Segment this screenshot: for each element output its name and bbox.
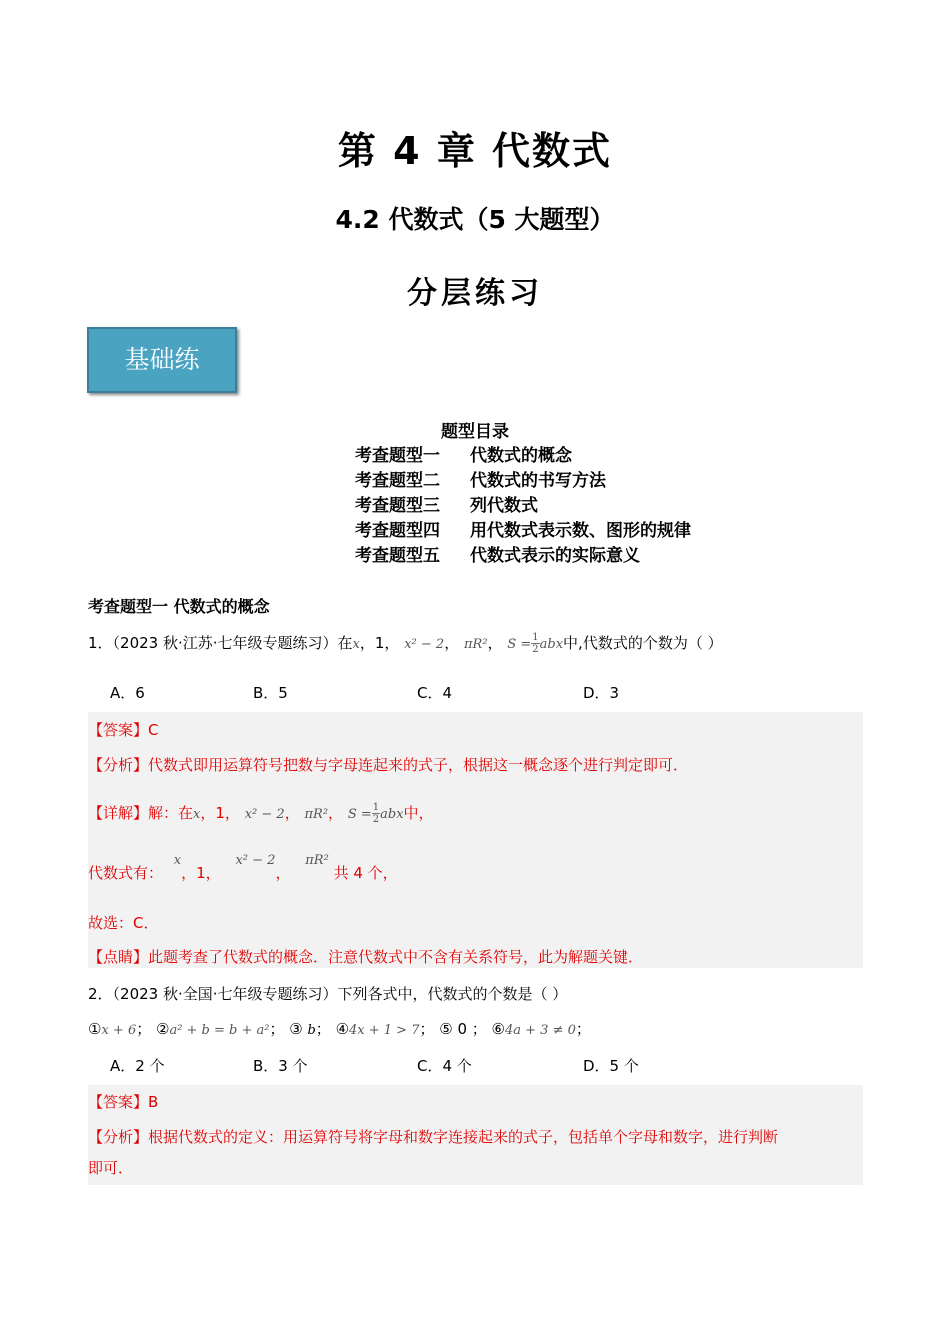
question-2-items: ①x + 6； ②a² + b = b + a²； ③ b； ④4x + 1 > 7； ⑤ 0 ； ⑥4a + 3 ≠ 0； [88,1020,591,1038]
toc-item[interactable]: 考查题型五 代数式表示的实际意义 [355,546,640,566]
toc-list [355,441,691,566]
section-title: 4.2 代数式（5 大题型） [335,205,615,234]
level-badge: 基础练 [87,327,237,393]
toc-item[interactable]: 考查题型四 用代数式表示数、图形的规律 [355,521,691,541]
option-c[interactable]: C．4 个 [417,1057,472,1075]
question-1-stem: 1．（2023 秋·江苏·七年级专题练习）在x，1， x² − 2， πR²， S = $\frac{1}{2}$ abx中,代数式的个数为（ ） [88,632,723,655]
fraction-half: $\frac{1}{2}$ [532,632,539,655]
question-1-solution [88,712,863,968]
choice: 故选：C． [88,914,159,932]
toc-title: 题型目录 [441,422,509,442]
analysis: 【分析】根据代数式的定义：用运算符号将字母和数字连接起来的式子，包括单个字母和数字，进行判断 [88,1128,779,1146]
option-a[interactable]: A．6 [110,684,145,702]
detail: 【详解】解：在x，1， x² − 2， πR²， S = $\frac{1}{2}$ abx中， [88,802,434,825]
answer: 【答案】B [88,1093,159,1111]
question-2-stem: 2．（2023 秋·全国·七年级专题练习）下列各式中，代数式的个数是（ ） [88,985,568,1003]
chapter-title: 第 4 章 代数式 [337,129,613,173]
page-subtitle: 分层练习 [407,276,543,311]
option-b[interactable]: B．5 [253,684,288,702]
section-heading: 考查题型一 代数式的概念 [88,597,270,616]
toc-item[interactable]: 考查题型二 代数式的书写方法 [355,471,606,491]
algebraic-expressions-list: 代数式有： x，1， x² − 2， πR² 共 4 个， [88,853,398,882]
option-d[interactable]: D．3 [583,684,620,702]
analysis: 【分析】代数式即用运算符号把数与字母连起来的式子，根据这一概念逐个进行判定即可． [88,756,689,774]
question-1-options [110,682,810,702]
question-2-options [110,1055,810,1075]
toc-item[interactable]: 考查题型一 代数式的概念 [355,446,572,466]
toc-item[interactable]: 考查题型三 列代数式 [355,496,538,516]
option-b[interactable]: B．3 个 [253,1057,308,1075]
question-2-solution [88,1085,863,1185]
comment: 【点睛】此题考查了代数式的概念．注意代数式中不含有关系符号，此为解题关键． [88,948,644,966]
answer: 【答案】C [88,721,159,739]
option-a[interactable]: A．2 个 [110,1057,165,1075]
option-d[interactable]: D．5 个 [583,1057,639,1075]
analysis-continued: 即可． [88,1159,134,1177]
option-c[interactable]: C．4 [417,684,453,702]
